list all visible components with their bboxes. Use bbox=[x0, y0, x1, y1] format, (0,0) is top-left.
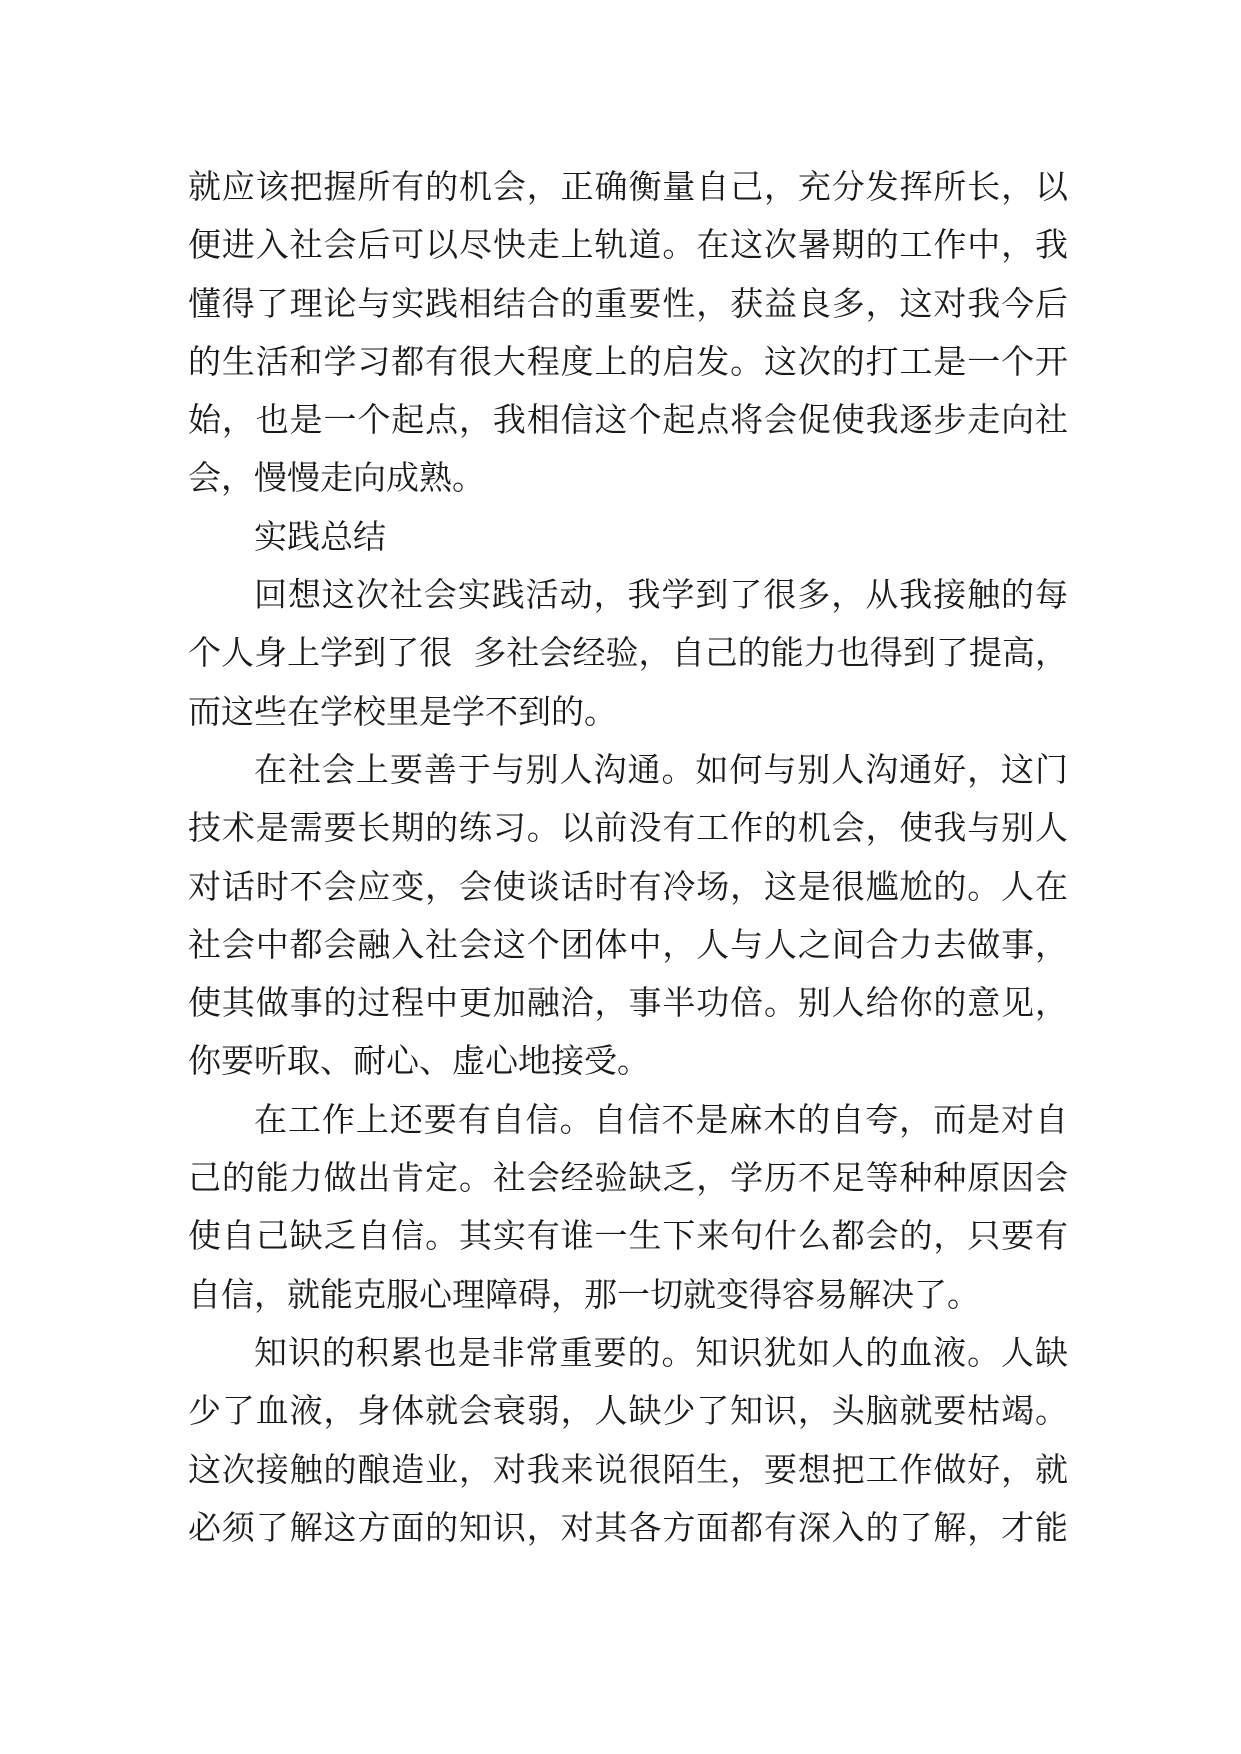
text-line: 技术是需要长期的练习。以前没有工作的机会，使我与别人 bbox=[188, 808, 1068, 848]
text-line: 会，慢慢走向成熟。 bbox=[188, 458, 485, 498]
text-line: 在社会上要善于与别人沟通。如何与别人沟通好，这门 bbox=[254, 749, 1068, 789]
text-line: 这次接触的酿造业，对我来说很陌生，要想把工作做好，就 bbox=[188, 1449, 1068, 1489]
text-line: 的生活和学习都有很大程度上的启发。这次的打工是一个开 bbox=[188, 341, 1068, 381]
text-line: 必须了解这方面的知识，对其各方面都有深入的了解，才能 bbox=[188, 1507, 1068, 1547]
text-line: 懂得了理论与实践相结合的重要性，获益良多，这对我今后 bbox=[188, 283, 1068, 323]
text-line: 己的能力做出肯定。社会经验缺乏，学历不足等种种原因会 bbox=[188, 1158, 1068, 1198]
section-heading: 实践总结 bbox=[254, 516, 386, 556]
text-line: 少了血液，身体就会衰弱，人缺少了知识，头脑就要枯竭。 bbox=[188, 1391, 1068, 1431]
text-line: 在工作上还要有自信。自信不是麻木的自夸，而是对自 bbox=[254, 1099, 1068, 1139]
text-line: 自信，就能克服心理障碍，那一切就变得容易解决了。 bbox=[188, 1274, 980, 1314]
text-line: 使自己缺乏自信。其实有谁一生下来句什么都会的，只要有 bbox=[188, 1216, 1068, 1256]
text-line: 知识的积累也是非常重要的。知识犹如人的血液。人缺 bbox=[254, 1332, 1068, 1372]
text-line: 就应该把握所有的机会，正确衡量自己，充分发挥所长，以 bbox=[188, 167, 1068, 206]
text-line: 始，也是一个起点，我相信这个起点将会促使我逐步走向社 bbox=[188, 400, 1068, 440]
text-line: 个人身上学到了很 多社会经验，自己的能力也得到了提高， bbox=[188, 633, 1068, 673]
text-line: 回想这次社会实践活动，我学到了很多，从我接触的每 bbox=[254, 575, 1068, 615]
text-line: 社会中都会融入社会这个团体中，人与人之间合力去做事， bbox=[188, 924, 1068, 964]
text-line: 便进入社会后可以尽快走上轨道。在这次暑期的工作中，我 bbox=[188, 225, 1068, 265]
document-body bbox=[188, 158, 1068, 1557]
text-line: 对话时不会应变，会使谈话时有冷场，这是很尴尬的。人在 bbox=[188, 866, 1068, 906]
text-line: 而这些在学校里是学不到的。 bbox=[188, 691, 617, 731]
text-line: 使其做事的过程中更加融洽，事半功倍。别人给你的意见， bbox=[188, 983, 1068, 1023]
text-line: 你要听取、耐心、虚心地接受。 bbox=[188, 1041, 650, 1081]
